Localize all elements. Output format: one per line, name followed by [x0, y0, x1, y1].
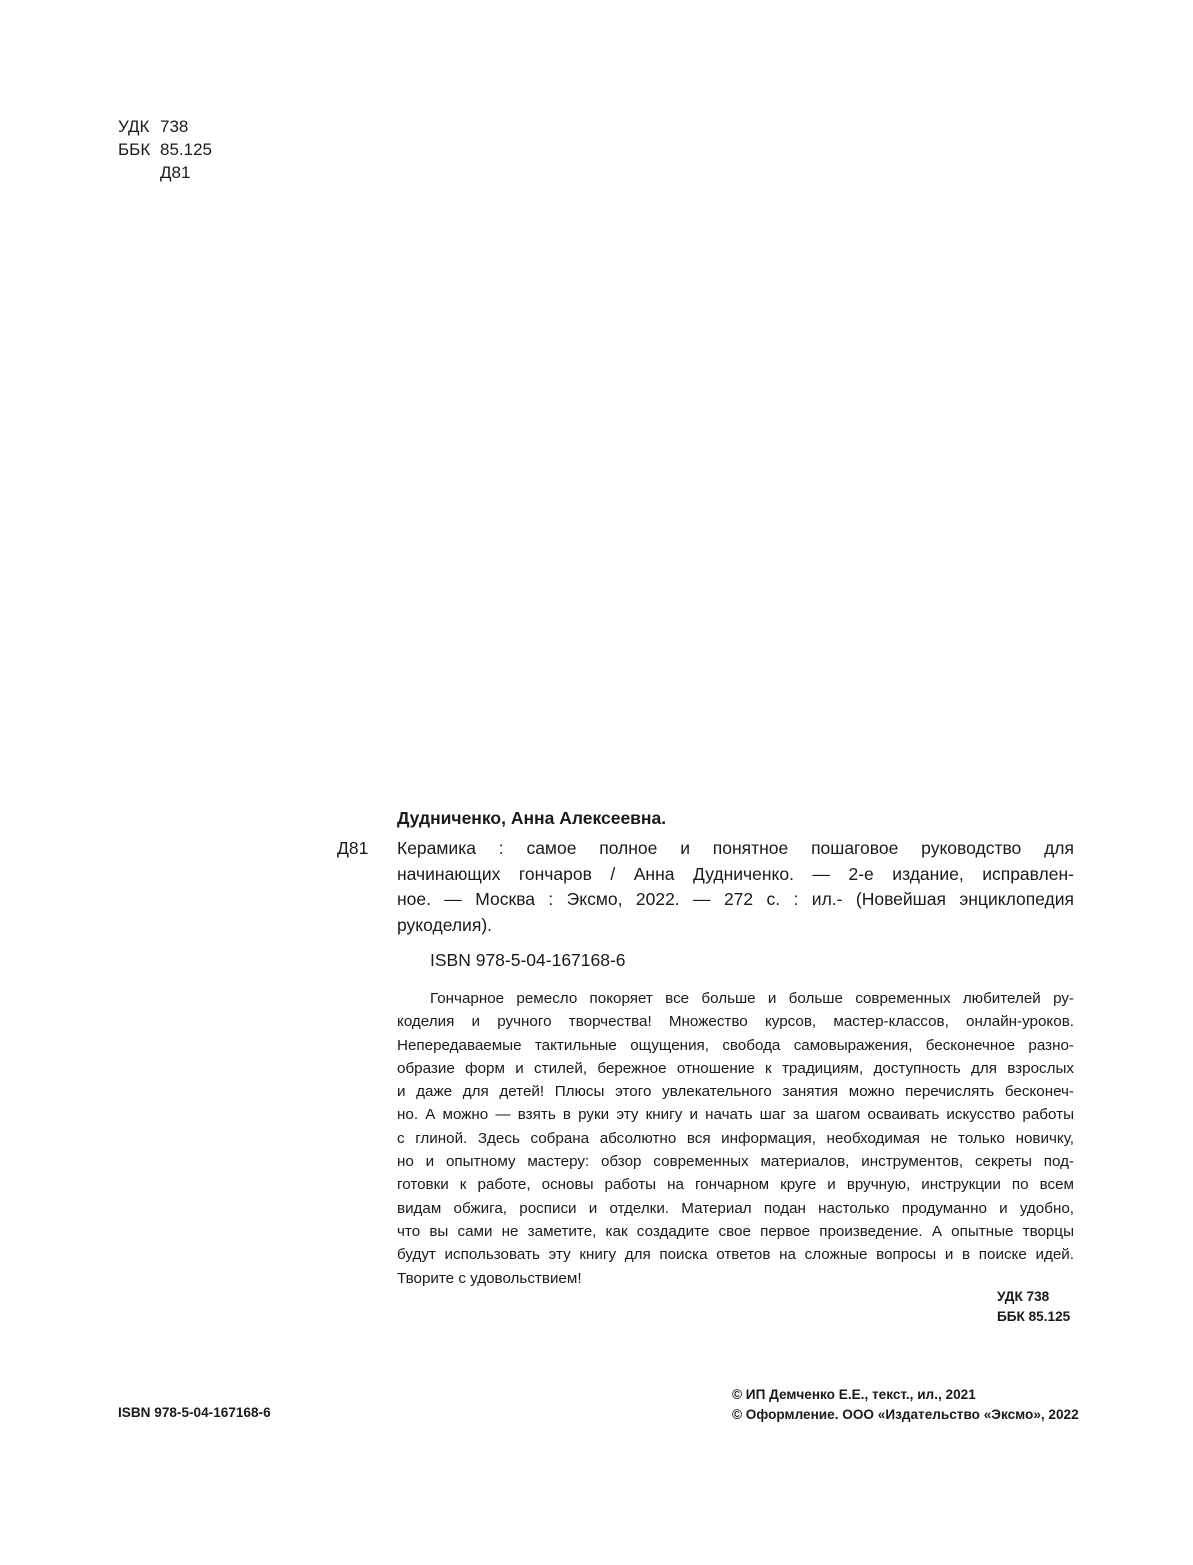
isbn-record: ISBN 978-5-04-167168-6 — [430, 950, 626, 970]
classification-codes-top — [118, 115, 212, 184]
classification-codes-bottom — [997, 1287, 1070, 1327]
udk-code: УДК 738 — [997, 1289, 1050, 1304]
copyright-block — [732, 1385, 1079, 1424]
bibliographic-description — [397, 836, 1074, 938]
description-line: ное. — Москва : Эксмо, 2022. — 272 с. : ил.- (Новейшая энциклопедия — [397, 889, 1074, 909]
udk-label: УДК — [118, 117, 150, 136]
udk-value: 738 — [160, 117, 189, 136]
udk-row — [118, 115, 212, 138]
bbk-label: ББК — [118, 140, 151, 159]
bbk-row — [118, 138, 212, 161]
cut-mark: Д81 — [337, 838, 369, 858]
copyright-line: © ИП Демченко Е.Е., текст., ил., 2021 — [732, 1387, 976, 1402]
annotation-line: с глиной. Здесь собрана абсолютно вся информация, необходимая не только новичку, — [397, 1129, 1074, 1147]
annotation-line: но. А можно — взять в руки эту книгу и начать шаг за шагом осваивать искусство работы — [397, 1106, 1074, 1124]
author-heading: Дудниченко, Анна Алексеевна. — [397, 808, 667, 828]
bbk-code: ББК 85.125 — [997, 1309, 1071, 1324]
author-mark: Д81 — [160, 163, 191, 182]
annotation-line: Гончарное ремесло покоряет все больше и больше современных любителей ру- — [430, 990, 1074, 1007]
annotation-line: образие форм и стилей, бережное отношение к традициям, доступность для взрослых — [397, 1059, 1074, 1077]
annotation-line: но и опытному мастеру: обзор современных материалов, инструментов, секреты под- — [397, 1153, 1074, 1171]
annotation-line: Творите с удовольствием! — [397, 1269, 582, 1287]
description-line: рукоделия). — [397, 914, 493, 935]
annotation-line: коделия и ручного творчества! Множество курсов, мастер-классов, онлайн-уроков. — [397, 1013, 1074, 1031]
annotation-line: и даже для детей! Плюсы этого увлекательного занятия можно перечислять бесконеч- — [397, 1083, 1074, 1101]
bbk-value: 85.125 — [160, 140, 212, 159]
description-line: Керамика : самое полное и понятное пошаговое руководство для — [397, 838, 1074, 858]
annotation-line: готовки к работе, основы работы на гончарном круге и вручную, инструкции по всем — [397, 1176, 1074, 1194]
copyright-line: © Оформление. ООО «Издательство «Эксмо», 2022 — [732, 1406, 1079, 1422]
annotation — [397, 987, 1074, 1290]
annotation-line: видам обжига, росписи и отделки. Материал подан настолько продуманно и удобно, — [397, 1199, 1074, 1217]
annotation-line: будут использовать эту книгу для поиска ответов на сложные вопросы и в поиске идей. — [397, 1246, 1074, 1264]
annotation-line: что вы сами не заметите, как создадите свое первое произведение. А опытные творцы — [397, 1222, 1074, 1240]
isbn-footer: ISBN 978-5-04-167168-6 — [118, 1405, 271, 1420]
description-line: начинающих гончаров / Анна Дудниченко. — 2-е издание, исправлен- — [397, 863, 1074, 884]
annotation-line: Непередаваемые тактильные ощущения, свобода самовыражения, бесконечное разно- — [397, 1036, 1074, 1054]
